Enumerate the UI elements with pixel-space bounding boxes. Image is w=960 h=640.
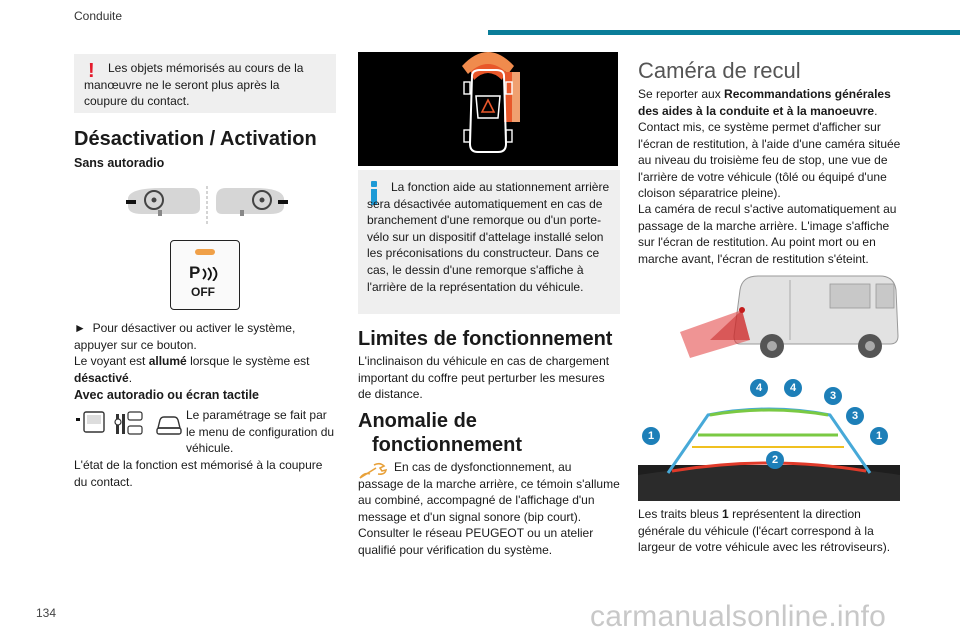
camera-ref-text: Se reporter aux Recommandations générales des aides à la conduite et à la manoeuvre. [638, 87, 891, 118]
page-number: 134 [36, 606, 57, 620]
park-assist-off-button [170, 240, 240, 310]
parking-sensor-display [358, 52, 618, 166]
limits-title: Limites de fonctionnement [358, 328, 613, 350]
right-dashboard-icon [216, 188, 288, 216]
no-radio-subtitle: Sans autoradio [74, 156, 165, 170]
left-dashboard-icon [126, 188, 200, 216]
memo-text: L'état de la fonction est mémorisé à la coupure du contact. [74, 458, 323, 489]
watermark: carmanualsonline.info [590, 600, 887, 633]
marker-1-right: 1 [870, 427, 888, 445]
info-box [358, 170, 620, 314]
fault-text: En cas de dysfonctionnement, au passage de la marche arrière, ce témoin s'allume au combiné, accompagné de l'affichage d'un message et d'un signal sonore (bip court). Consulter le réseau PEUGEOT ou un atelier qualifié pour vérification du système. [358, 460, 620, 557]
dashboard-illustration [122, 184, 292, 226]
header-accent-bar [488, 30, 960, 35]
marker-4-right: 4 [784, 379, 802, 397]
touchscreen-icons [76, 410, 182, 440]
camera-p2: La caméra de recul s'active automatiquement au passage de la marche arrière. L'image s'affiche sur l'écran de restitution. Au point mort ou en marche avant, l'écran de restitution s'éteint. [638, 202, 897, 266]
deactivation-title: Désactivation / Activation [74, 128, 317, 150]
camera-title: Caméra de recul [638, 58, 801, 83]
car-front-icon [157, 417, 181, 434]
warning-icon: ! [88, 60, 95, 82]
indicator-light [195, 249, 215, 255]
park-symbol-icon: P [189, 263, 201, 282]
marker-1-left: 1 [642, 427, 660, 445]
camera-guide-lines [638, 375, 900, 501]
touch-text-part: Le paramétrage se fait par le menu de configuration du véhicule. [186, 408, 335, 456]
fault-title-line1: Anomalie de [358, 410, 477, 432]
radio-subtitle: Avec autoradio ou écran tactile [74, 388, 260, 402]
step-arrow: ► [74, 321, 86, 335]
warning-box [74, 54, 336, 113]
fault-title-line2: fonctionnement [372, 434, 522, 456]
van-camera-illustration [680, 270, 905, 370]
marker-3-bottom: 3 [846, 407, 864, 425]
marker-2: 2 [766, 451, 784, 469]
marker-3-top: 3 [824, 387, 842, 405]
indicator-text: Le voyant est allumé lorsque le système est désactivé. [74, 354, 310, 385]
camera-caption: Les traits bleus 1 représentent la direction générale du véhicule (l'écart correspond à la largeur de votre véhicule avec les rétroviseurs). [638, 507, 891, 555]
info-text: La fonction aide au stationnement arrière sera désactivée automatiquement en cas de branchement d'une remorque ou d'un porte-vélo sur un dispositif d'attelage installé selon les préconisations du constructeur. Dans ce cas, le dessin d'une remorque s'affiche à l'arrière de la représentation du véhicule. [367, 180, 610, 294]
marker-4-left: 4 [750, 379, 768, 397]
warning-text: Les objets mémorisés au cours de la manœuvre ne le seront plus après la coupure du contact. [84, 61, 304, 109]
sound-waves-icon [201, 267, 223, 281]
limits-text: L'inclinaison du véhicule en cas de chargement important du coffre peut perturber les mesures de distance. [358, 354, 610, 402]
car-top-view-icon [358, 52, 618, 166]
section-header: Conduite [74, 9, 123, 23]
step-text: ► Pour désactiver ou activer le système, appuyer sur ce bouton. [74, 321, 296, 352]
off-label: OFF [191, 285, 215, 299]
rear-camera-view [638, 375, 900, 501]
screen-icon [76, 412, 104, 432]
camera-p1: Contact mis, ce système permet d'afficher sur l'écran de restitution, à l'aide d'une caméra située au niveau du troisième feu de stop, une vue de l'arrière de votre véhicule (tôlé ou équipé d'une cloison séparatrice pleine). [638, 120, 901, 201]
settings-icon [115, 412, 142, 434]
